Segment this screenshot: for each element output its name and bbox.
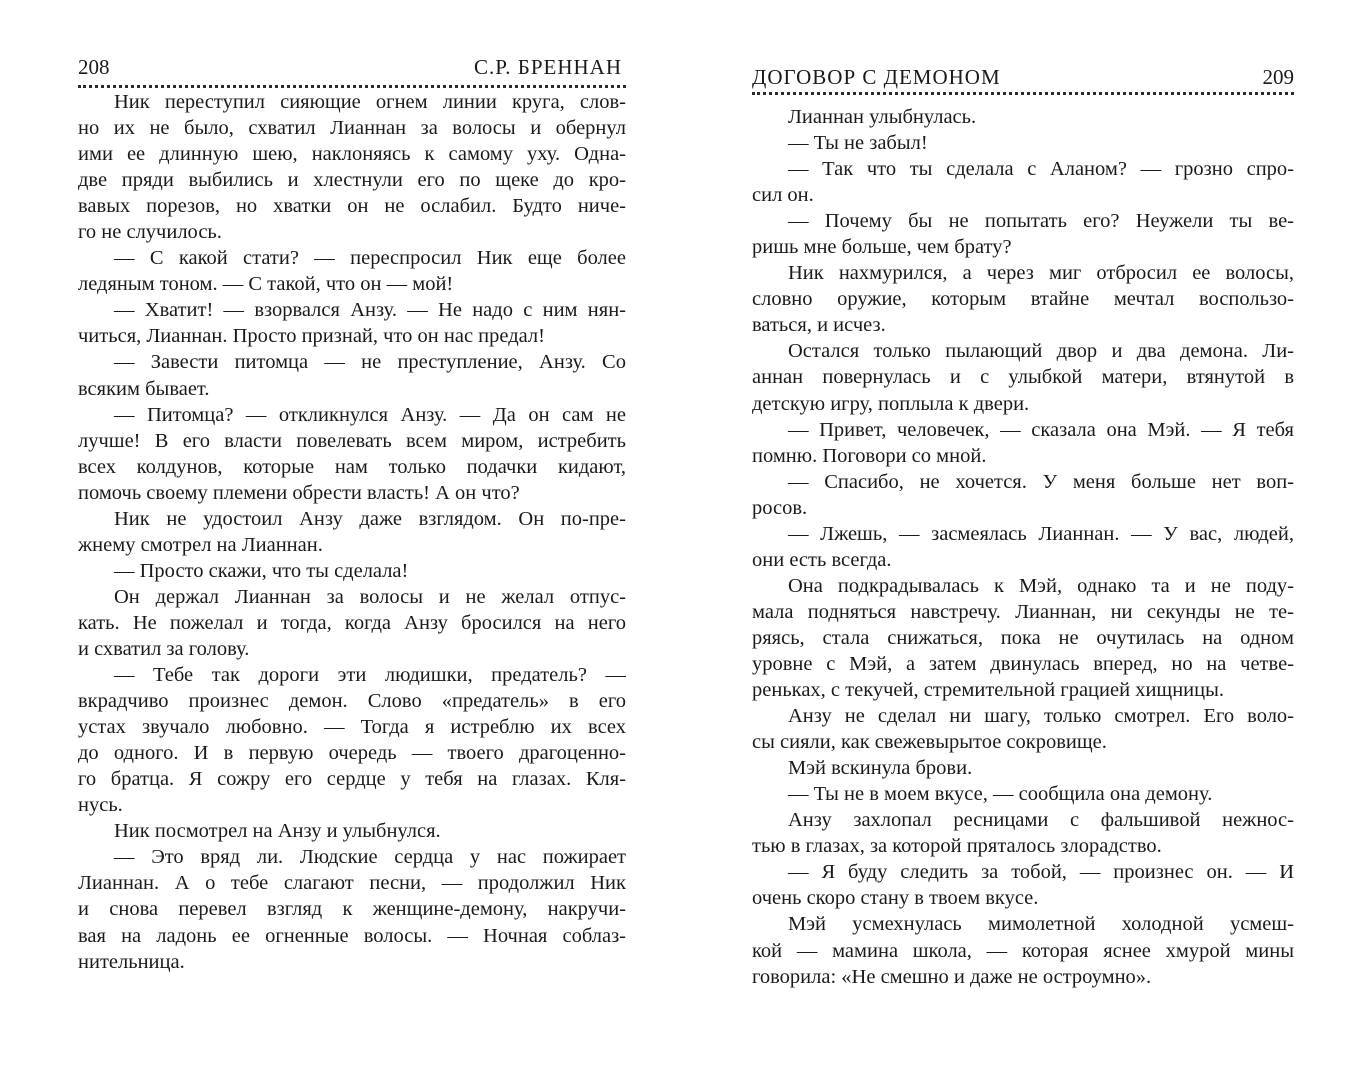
text-line: очень скоро стану в твоем вкусе.	[752, 887, 1039, 910]
text-line: кать. Не пожелал и тогда, когда Анзу бросился на него	[78, 611, 626, 634]
text-line: росов.	[752, 496, 808, 519]
left-page	[78, 0, 626, 1080]
text-line: мала подняться навстречу. Лианнан, ни секунды не те-	[752, 600, 1294, 623]
text-line: вкрадчиво произнес демон. Слово «предатель» в его	[78, 690, 626, 713]
text-line: — Завести питомца — не преступление, Анзу. Со	[114, 351, 626, 374]
text-line: Мэй вскинула брови.	[788, 757, 973, 780]
text-line: читься, Лианнан. Просто признай, что он нас предал!	[78, 325, 545, 348]
left-page-number: 208	[78, 55, 110, 79]
text-line: Лианнан. А о тебе слагают песни, — продолжил Ник	[78, 872, 626, 895]
text-line: — Это вряд ли. Людские сердца у нас пожирает	[114, 846, 626, 869]
text-line: лучше! В его власти повелевать всем миром, истребить	[78, 429, 626, 452]
text-line: всех колдунов, которые нам только подачки кидают,	[78, 455, 626, 478]
text-line: аннан повернулась и с улыбкой матери, втянутой в	[752, 366, 1294, 389]
right-header-rule	[752, 92, 1294, 95]
right-running-head: ДОГОВОР С ДЕМОНОМ	[752, 65, 1001, 89]
text-line: всяким бывает.	[78, 377, 210, 400]
text-line: Ник не удостоил Анзу даже взглядом. Он по-пре-	[114, 507, 626, 530]
text-line: жнему смотрел на Лианнан.	[78, 533, 323, 556]
text-line: но их не было, схватил Лианнан за волосы и обернул	[78, 117, 626, 140]
text-line: нительница.	[78, 950, 185, 973]
text-line: и снова перевел взгляд к женщине-демону, накручи-	[78, 898, 626, 921]
text-line: Остался только пылающий двор и два демона. Ли-	[788, 340, 1294, 363]
text-line: — С какой стати? — переспросил Ник еще более	[114, 247, 626, 270]
text-line: — Я буду следить за тобой, — произнес он. — И	[788, 861, 1294, 884]
text-line: уровне с Мэй, а затем двинулась вперед, но на четве-	[752, 652, 1294, 675]
text-line: кой — мамина школа, — которая яснее хмурой мины	[752, 939, 1294, 962]
left-running-head: С.Р. БРЕННАН	[473, 55, 622, 79]
text-line: и схватил за голову.	[78, 637, 250, 660]
text-line: — Хватит! — взорвался Анзу. — Не надо с ним нян-	[114, 299, 626, 322]
text-line: Анзу захлопал ресницами с фальшивой нежнос-	[788, 809, 1294, 832]
right-page-number: 209	[1262, 65, 1294, 89]
text-line: ледяным тоном. — С такой, что он — мой!	[78, 273, 454, 296]
text-line: Анзу не сделал ни шагу, только смотрел. Его воло-	[788, 705, 1294, 728]
text-line: Лианнан улыбнулась.	[788, 106, 977, 128]
text-line: — Так что ты сделала с Аланом? — грозно спро-	[788, 158, 1294, 181]
text-line: Он держал Лианнан за волосы и не желал отпус-	[114, 585, 626, 608]
text-line: Мэй усмехнулась мимолетной холодной усмеш-	[788, 913, 1294, 936]
text-line: вавых порезов, но хватки он не ослабил. Будто ниче-	[78, 195, 626, 218]
right-page-body	[752, 104, 1294, 990]
text-line: — Спасибо, не хочется. У меня больше нет воп-	[788, 470, 1294, 493]
text-line: Ник посмотрел на Анзу и улыбнулся.	[114, 820, 441, 843]
text-line: до одного. И в первую очередь — твоего драгоценно-	[78, 742, 626, 765]
text-line: — Ты не забыл!	[788, 132, 928, 155]
text-line: — Почему бы не попытать его? Неужели ты ве-	[788, 210, 1294, 233]
text-line: тью в глазах, за которой пряталось злорадство.	[752, 835, 1162, 858]
left-header-rule	[78, 85, 626, 88]
text-line: го не случилось.	[78, 221, 222, 244]
text-line: ришь мне больше, чем брату?	[752, 236, 1012, 259]
text-line: — Лжешь, — засмеялась Лианнан. — У вас, людей,	[788, 522, 1294, 545]
text-line: говорила: «Не смешно и даже не остроумно».	[752, 965, 1152, 988]
text-line: Ник переступил сияющие огнем линии круга, слов-	[114, 91, 626, 113]
text-line: ряясь, стала снижаться, пока не очутилась на одном	[752, 626, 1294, 649]
text-line: — Питомца? — откликнулся Анзу. — Да он сам не	[114, 403, 626, 426]
text-line: устах звучало любовно. — Тогда я истреблю их всех	[78, 716, 626, 739]
text-line: ими ее длинную шею, наклоняясь к самому уху. Одна-	[78, 143, 626, 166]
text-line: ваться, и исчез.	[752, 314, 886, 337]
text-line: — Ты не в моем вкусе, — сообщила она демону.	[788, 783, 1213, 806]
text-line: помочь своему племени обрести власть! А он что?	[78, 481, 520, 504]
text-line: словно оружие, которым втайне мечтал воспользо-	[752, 288, 1294, 311]
text-line: — Тебе так дороги эти людишки, предатель? —	[114, 664, 626, 687]
text-line: — Просто скажи, что ты сделала!	[114, 559, 409, 582]
text-line: Она подкрадывалась к Мэй, однако та и не поду-	[788, 574, 1294, 597]
text-line: вая на ладонь ее огненные волосы. — Ночная соблаз-	[78, 924, 626, 947]
text-line: детскую игру, поплыла к двери.	[752, 392, 1030, 415]
text-line: — Привет, человечек, — сказала она Мэй. — Я тебя	[788, 418, 1294, 441]
text-line: нусь.	[78, 794, 123, 817]
left-page-body	[78, 89, 626, 975]
text-line: они есть всегда.	[752, 548, 892, 571]
text-line: Ник нахмурился, а через миг отбросил ее волосы,	[788, 262, 1294, 285]
text-line: две пряди выбились и хлестнули его по щеке до кро-	[78, 169, 626, 192]
text-line: помню. Поговори со мной.	[752, 444, 987, 467]
right-page	[752, 0, 1294, 1080]
text-line: го братца. Я сожру его сердце у тебя на глазах. Кля-	[78, 768, 626, 791]
text-line: сы сияли, как свежевырытое сокровище.	[752, 731, 1107, 754]
text-line: реньках, с текучей, стремительной грацией хищницы.	[752, 679, 1225, 702]
text-line: сил он.	[752, 184, 814, 207]
